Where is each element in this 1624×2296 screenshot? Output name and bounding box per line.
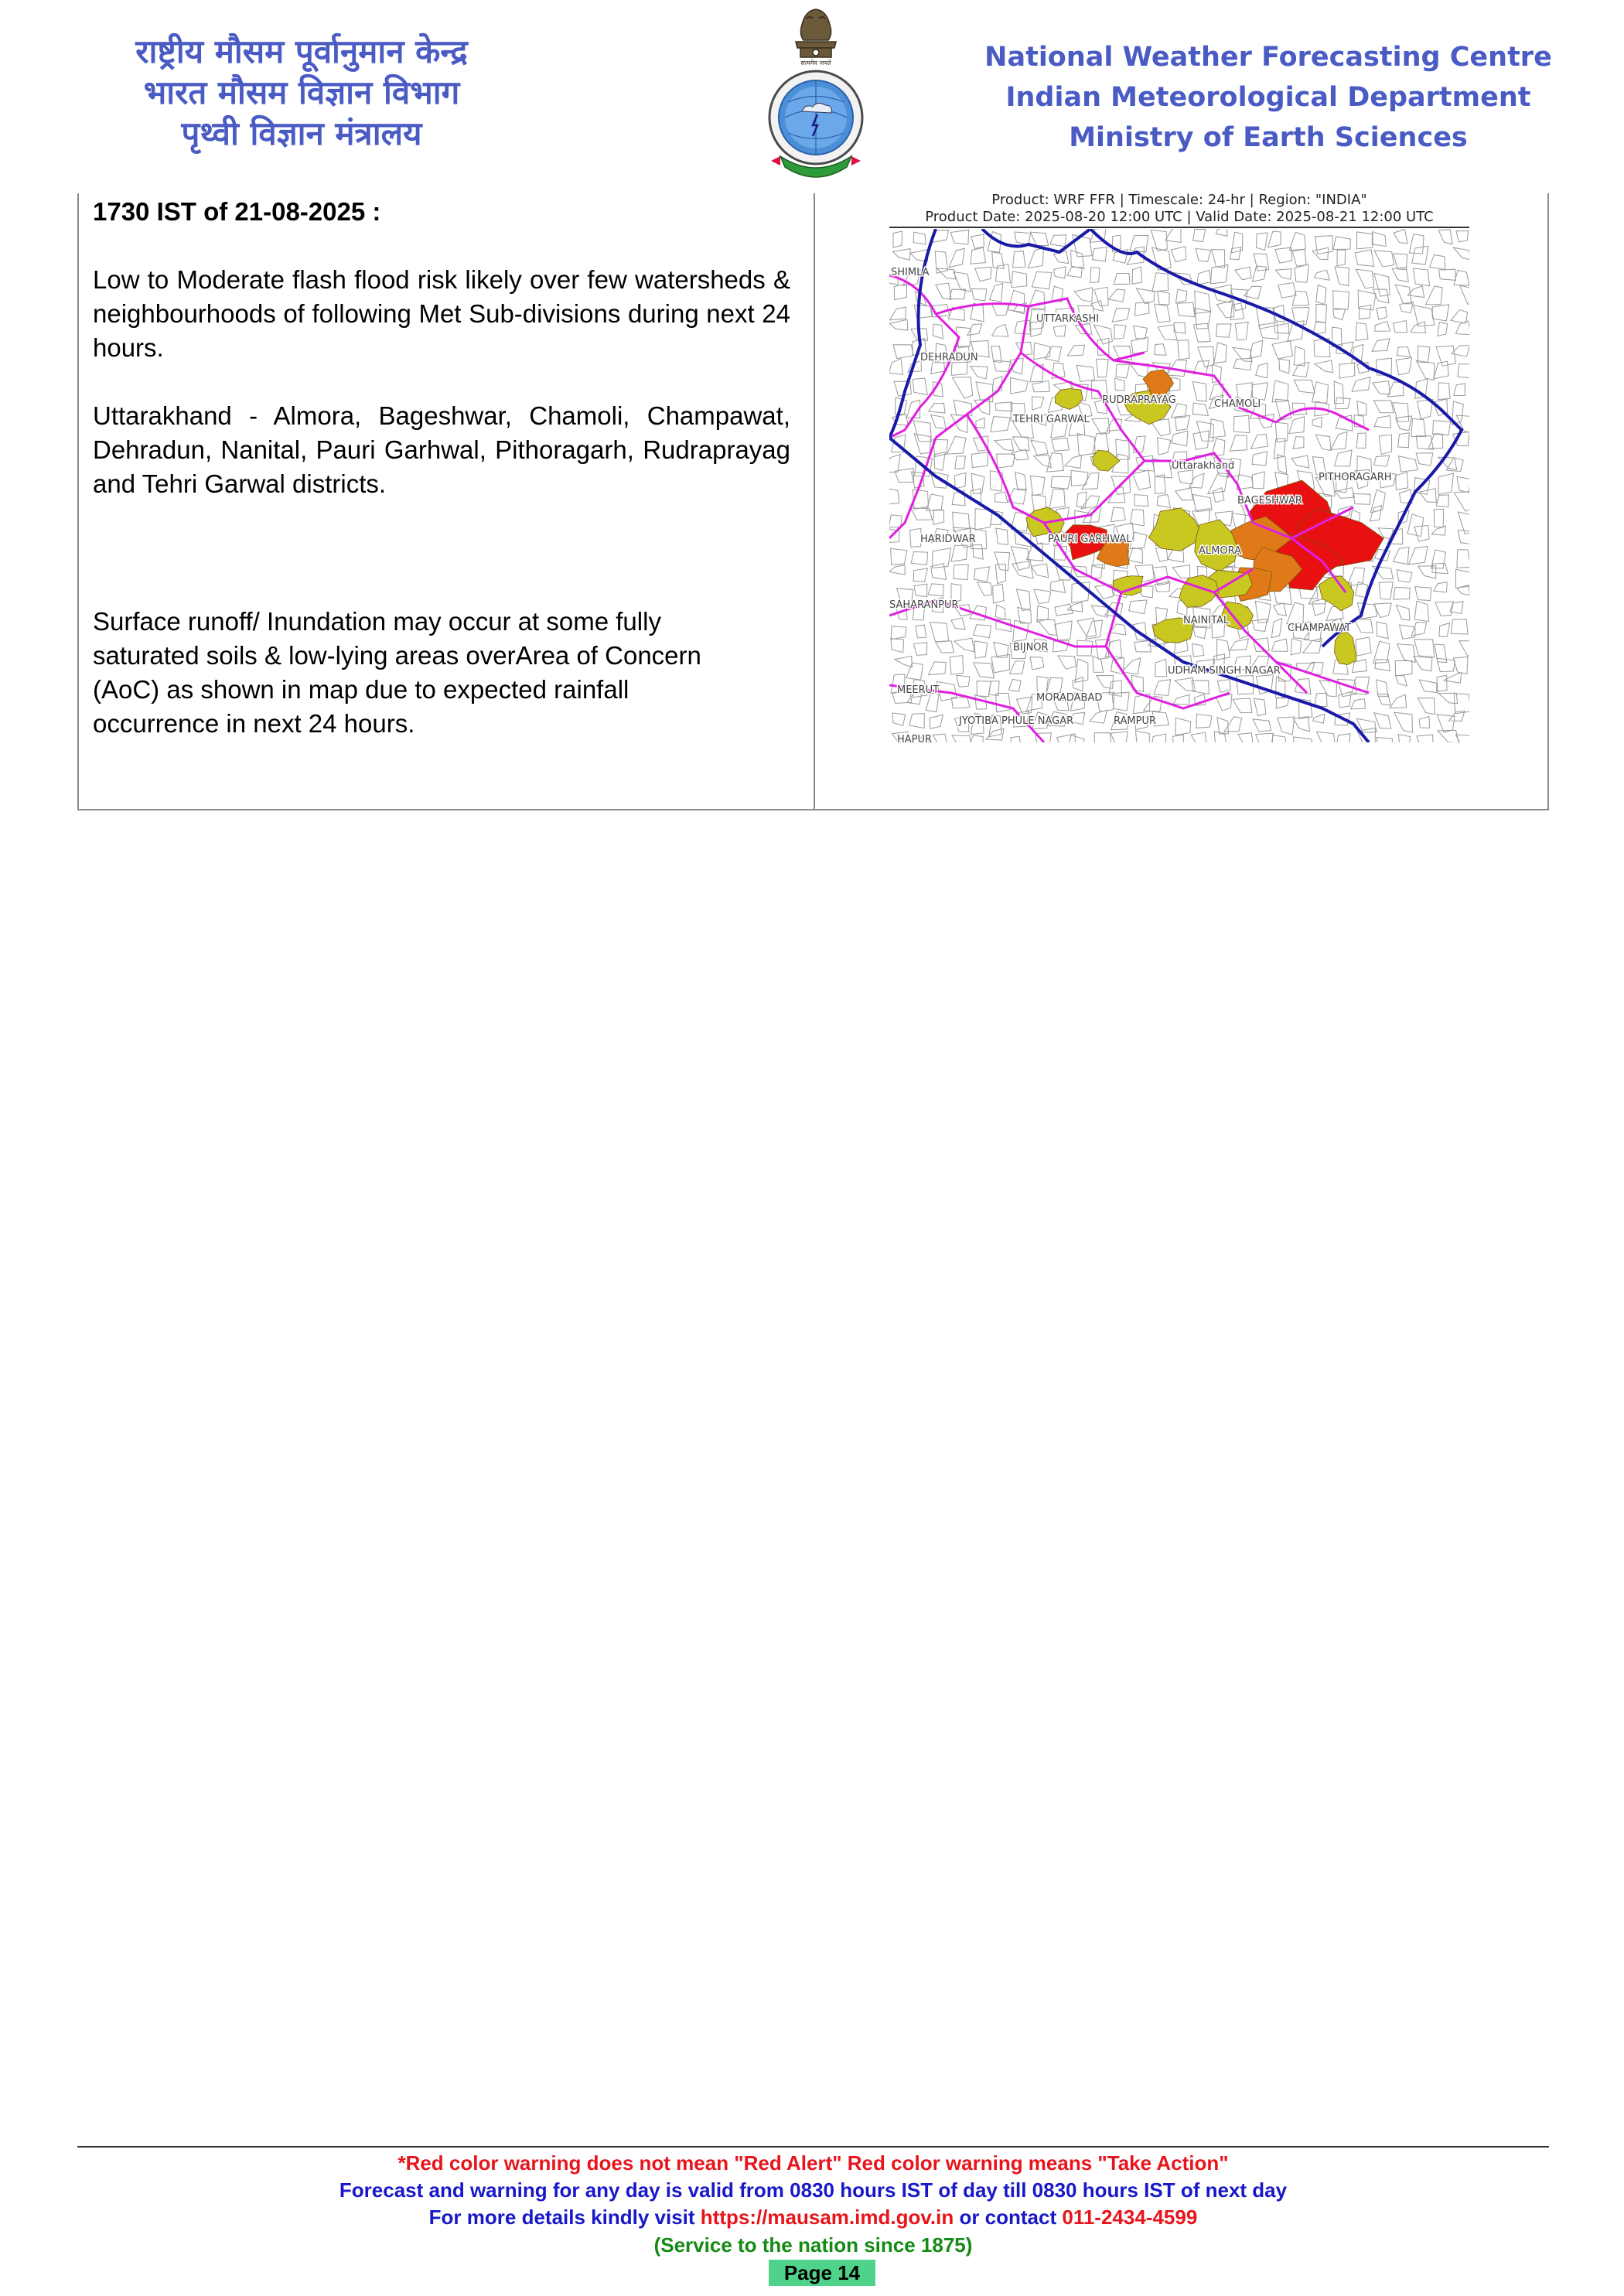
footer-rule [77,2146,1549,2148]
footer-website-link[interactable]: https://mausam.imd.gov.in [700,2206,954,2229]
header-english-line-2: Indian Meteorological Department [1005,82,1531,113]
bulletin-title: 1730 IST of 21-08-2025 : [93,197,381,226]
map-label-almora: ALMORA [1199,545,1241,557]
map-product-line: Product: WRF FFR | Timescale: 24-hr | Region: "INDIA" [991,192,1367,208]
header-hindi-line-1: राष्ट्रीय मौसम पूर्वानुमान केन्द्र [135,32,468,70]
footer-contact-line [77,2204,1549,2230]
map-label-hapur: HAPUR [897,734,933,742]
map-label-uttarakhand: Uttarakhand [1172,460,1235,472]
map-label-rampur: RAMPUR [1114,715,1157,727]
emblem-motto: सत्यमेव जयते [800,60,831,67]
bulletin-districts-paragraph: Uttarakhand - Almora, Bageshwar, Chamoli, Champawat, Dehradun, Nanital, Pauri Garhwal, Pithoragarh, Rudraprayag and Tehri Garwal districts. [93,401,790,498]
runoff-line-4: occurrence in next 24 hours. [93,709,415,738]
header-hindi-title [77,31,526,154]
runoff-line-1: Surface runoff/ Inundation may occur at some fully [93,607,661,636]
footer-visit-text: For more details kindly visit [428,2206,701,2229]
flash-flood-risk-map [889,229,1469,742]
map-header-rule [889,227,1469,228]
map-label-bageshwar: BAGESHWAR [1237,495,1302,507]
map-label-moradabad: MORADABAD [1036,692,1103,704]
map-label-chamoli: CHAMOLI [1214,398,1261,410]
map-label-haridwar: HARIDWAR [920,534,976,545]
map-label-bijnor: BIJNOR [1013,642,1049,653]
map-label-nainital: NAINITAL [1183,615,1230,626]
header-english-line-3: Ministry of Earth Sciences [1069,122,1468,153]
map-date-line: Product Date: 2025-08-20 12:00 UTC | Valid Date: 2025-08-21 12:00 UTC [925,209,1434,225]
map-label-jyotiba-phule-nagar: JYOTIBA PHULE NAGAR [959,715,1074,727]
map-label-pauri-garhwal: PAURI GARHWAL [1048,534,1132,545]
map-label-saharanpur: SAHARANPUR [889,599,959,611]
footer-contact-text: or contact [954,2206,1063,2229]
footer-service-note: (Service to the nation since 1875) [653,2233,973,2257]
map-label-pithoragarh: PITHORAGARH [1319,472,1392,483]
runoff-line-3: (AoC) as shown in map due to expected rainfall [93,675,629,704]
map-label-tehri-garwal: TEHRI GARWAL [1013,414,1090,425]
map-label-champawat: CHAMPAWAT [1288,623,1352,634]
footer-phone: 011-2434-4599 [1062,2206,1198,2229]
map-header [889,192,1469,226]
bulletin-runoff-paragraph [93,605,790,741]
header-english-line-1: National Weather Forecasting Centre [984,42,1552,73]
header-hindi-line-3: पृथ्वी विज्ञान मंत्रालय [181,114,422,152]
map-label-udham-singh-nagar: UDHAM SINGH NAGAR [1168,665,1281,677]
bulletin-risk-paragraph: Low to Moderate flash flood risk likely over few watersheds & neighbourhoods of following Met Sub-divisions during next 24 hours. [93,265,790,362]
runoff-line-2: saturated soils & low-lying areas overArea of Concern [93,641,701,670]
footer-validity-note: Forecast and warning for any day is valid from 0830 hours IST of day till 0830 hours IST of next day [339,2178,1288,2202]
page-number-badge: Page 14 [769,2260,875,2286]
table-column-divider [814,193,815,810]
map-label-uttarkashi: UTTARKASHI [1036,313,1100,325]
map-label-meerut: MEERUT [897,684,940,696]
header-hindi-line-2: भारत मौसम विज्ञान विभाग [143,73,460,111]
map-label-shimla: SHIMLA [891,267,930,278]
map-label-dehradun: DEHRADUN [920,352,978,363]
footer-red-warning-note: *Red color warning does not mean "Red Alert" Red color warning means "Take Action" [397,2151,1229,2175]
map-label-rudraprayag: RUDRAPRAYAG [1102,394,1176,406]
header-english-title [974,37,1562,158]
imd-emblem-logo [762,2,870,184]
